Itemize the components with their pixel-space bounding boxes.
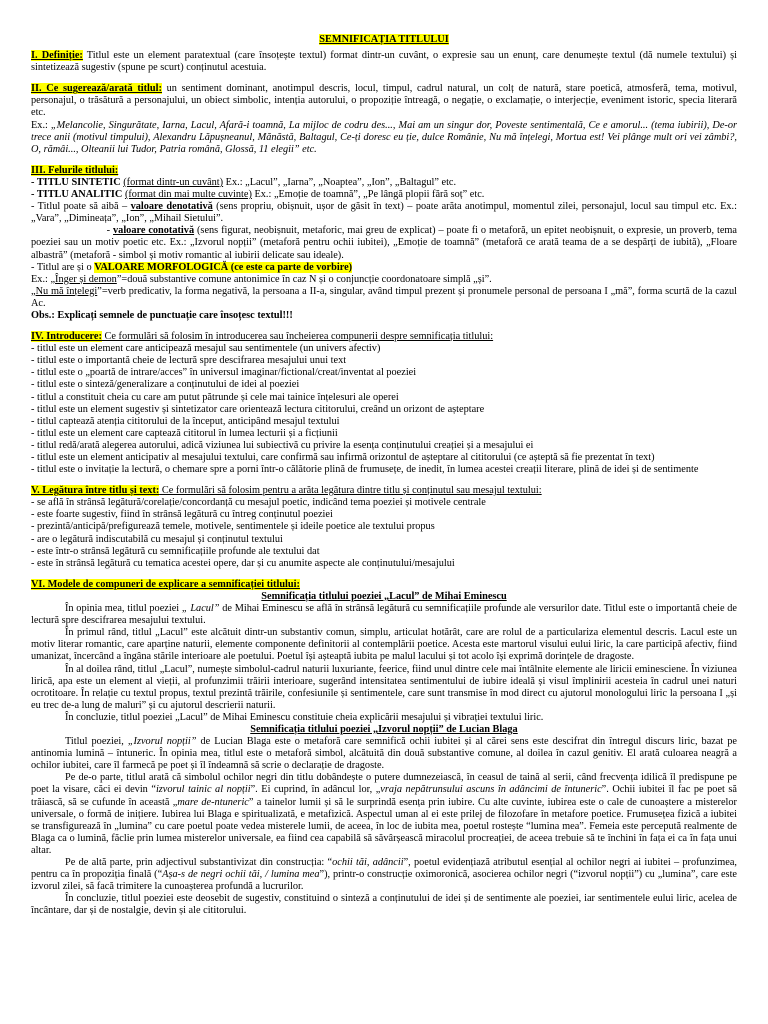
lacul-paragraph-4: În concluzie, titlul poeziei „Lacul” de Mihai Eminescu constituie cheia explicării mesajului și vibrației textului liric. [65, 711, 544, 723]
morphological-line [31, 262, 737, 274]
types-heading-text: III. Felurile titlului: [31, 164, 119, 176]
list-item: - titlul este o invitație la lectură, o chemare spre a porni într-o călătorie plină de frumusețe, de inedit, în lumea acestei creații literare, plină de idei și de sentimente [31, 464, 699, 476]
models-heading [31, 579, 737, 591]
types-heading [31, 165, 737, 177]
analytic-title-line [31, 189, 737, 201]
izvorul-p2-quote-1: izvorul tainic al nopții [155, 784, 251, 796]
list-item: - prezintă/anticipă/prefigurează temele, motivele, sentimentele și ideile poetice ale textului propus [31, 521, 435, 533]
denotative-label: valoare denotativă [130, 201, 213, 213]
lacul-paragraph-2: În primul rând, titlul „Lacul” este alcătuit dintr-un substantiv comun, simplu, articulat hotărât, care are rolul de a particulariza elementul descris. Lacul este un motiv literar romantic, care aparține naturii, elemente componente definitorii al contemplării poetice. Acesta este martorul visului eului liric, la care participă afectiv, fiind umanizat, încercând a îngâna stările interioare ale poetului. Poetul își așteaptă iubita pe malul lacului și tot acolo își exprimă dorințele de dragoste. [31, 627, 737, 663]
definition-text: Titlul este un element paratextual (care însoțește textul) format dintr-un cuvânt, o expresie sau un enunț, care denumește textul (dă numele textului) și sintetizează sugestiv (spune pe scurt) conținutul acestuia. [31, 50, 738, 74]
list-item: - are o legătură indiscutabilă cu mesajul și conținutul textului [31, 533, 283, 545]
definition-label: I. Definiție: [31, 50, 83, 62]
suggests-examples [31, 120, 737, 156]
morph-ex1-term: Înger și demon [55, 273, 117, 285]
lacul-p1-pre: În opinia mea, titlul poeziei [65, 603, 182, 615]
izvorul-p2-pre: Pe de-o parte, titlul arată că simbolul ochilor negri din titlu dobândește o putere dumnezeiască, în ceasul de taină al serii, când frecvența idilică îl predispune pe poet la visare, căci ei devin “ [31, 772, 737, 796]
synthetic-label: - TITLU SINTETIC [31, 176, 121, 188]
connotative-pre: - [31, 225, 114, 237]
lacul-p1-text: de Mihai Eminescu se află în strânsă legătură cu semnificațiile profunde ale versurilor date. Titlul este o importantă cheie de lectură spre descifrarea mesajului textului. [31, 603, 737, 627]
models-label: VI. Modele de compuneri de explicare a semnificației titlului: [31, 578, 300, 590]
lacul-paragraph-1 [31, 603, 737, 627]
list-item: - titlul redă/arată alegerea autorului, adică viziunea lui subiectivă cu privire la esența conținutului creației și a mesajului ei [31, 439, 534, 451]
lacul-paragraph-3: În al doilea rând, titlul „Lacul”, numește simbolul-cadrul naturii luxuriante, feerice, fiind unul dintre cele mai întâlnite elemente ale liricii eminesciene. În viziunea lirică, apa este un element al vieții, al profunzimii trăirii interioare, sugerând intensitatea sentimentului de iubire ideală și visul împlinirii acesteia în cadrul unei naturi ocrotitoare. În relație cu textul propus, textul prezintă trăirile, confesiunile și sentimentele, care sunt transmise în mod direct cu ajutorul monologului liric la persoana I „și eu trec de-a lung de maluri” și cu ajutorul descrierii naturii. [31, 663, 737, 711]
link-heading [31, 485, 737, 497]
introduction-heading [31, 331, 737, 343]
list-item: - este într-o strânsă legătură cu semnificațiile profunde ale textului dat [31, 545, 320, 557]
lacul-heading: Semnificația titlului poeziei „Lacul” de Mihai Eminescu [261, 590, 507, 602]
list-item: - se află în strânsă legătură/corelație/concordanță cu mesajul poetic, indicând tema poeziei și motivele centrale [31, 497, 486, 509]
denotative-text: (sens propriu, obișnuit, ușor de găsit în text) – poate arăta anotimpul, momentul zilei, personajul, locul sau timpul etc. Ex.: „Vara”, „Dimineața”, „Ion”, „Mihail Sietului”. [31, 201, 737, 225]
morph-ex1-text: ”=două substantive comune antonimice în caz N și o conjuncție coordonatoare simplă „și”. [116, 273, 492, 285]
lacul-p1-title: „ Lacul” [181, 603, 220, 615]
link-label: V. Legătura între titlu și text: [31, 485, 160, 497]
list-item: - titlul este un element sugestiv și sintetizator care orientează lectura cititorului, creând un orizont de așteptare [31, 403, 485, 415]
list-item: - titlul captează atenția cititorului de la început, anticipând mesajul textului [31, 415, 340, 427]
list-item: - este foarte sugestiv, fiind în strânsă legătură cu întreg conținutul poeziei [31, 509, 333, 521]
list-item: - titlul este un element care captează cititorul în lumea lecturii și a ficțiunii [31, 427, 338, 439]
analytic-label: - TITLU ANALITIC [31, 189, 123, 201]
morph-ex1-pre: Ex.: „ [31, 273, 56, 285]
introduction-lead: Ce formulări să folosim în introducerea sau încheierea compunerii despre semnificația titlului: [101, 331, 494, 343]
izvorul-p2-text: ” a tainelor lumii și să le surprindă esența prin iubire. Cu alte cuvinte, iubirea este o cale de cunoaștere a misterelor universale, o formă de inițiere. Iubirea lui Blaga e spiritualizată, e metafizică. Aspectul uman al ei este prilej de filozofare în metafore poetice. Frumusețea fizică a iubitei se transfigurează în „lumina” cu care poetul poate vedea misterele lumii, de aceea, în loc de iubita mea, poetul rostește “lumina mea”. Femeia este percepută realmente de Blaga ca o lumină, făclie prin lumea misterelor universale, ea fiind cea capabilă să săvârșească miracolul procreației, de aceea trebuie să te închini în fața ei ca în fața unui altar. [31, 796, 737, 856]
link-lead: Ce formulări să folosim pentru a arăta legătura dintre titlu și conținutul sau mesajul textului: [159, 485, 542, 497]
introduction-list [31, 343, 737, 476]
suggests-text: un sentiment dominant, anotimpul descris, locul, timpul, cadrul natural, un colț de natură, stare poetică, atmosferă, tema, motivul, personajul, o trăsătură a personajului, un obiect simbolic, intenția autorului, o propoziție întreagă, o negație, o exclamație, o interjecție, eveniment istoric, specia literară etc. [31, 83, 737, 119]
suggests-ex-text: „Melancolie, Singurătate, Iarna, Lacul, Afară-i toamnă, La mijloc de codru des..., Mai am un singur dor, Poveste sentimentală, Ce e amorul... (tema iubirii), De-or trece anii (motivul timpului), Alexandru Lăpușneanul, Mănăstă, Baltagul, Ce-ți doresc eu ție, dulce Românie, Nu mă înțelegi, Mortua est! Vei plânge mult ori vei zâmbi?, O, rămâi..., Olteanii lui Tudor, Patria română, Glossă, 11 elegii” etc. [31, 119, 737, 155]
list-item: - titlul este un element care anticipează mesajul sau sentimentele (un univers afectiv) [31, 343, 381, 355]
suggests-ex-label: Ex.: [31, 119, 51, 131]
list-item: - titlul este o sinteză/generalizare a conținutului de idei al poeziei [31, 379, 300, 391]
izvorul-p3-pre: Pe de altă parte, prin adjectivul substantivizat din construcția: “ [65, 857, 333, 868]
morph-ex2-pre: „ [31, 285, 36, 297]
izvorul-p1-pre: Titlul poeziei, [65, 736, 128, 748]
list-item: - este în strânsă legătură cu tematica acestei opere, dar și cu anumite aspecte ale conținutului/mesajului [31, 557, 455, 569]
page-title [31, 34, 737, 46]
izvorul-p1-text: de Lucian Blaga este o metaforă care semnifică ochii iubitei și al cărei sens este descifrat din întregul discurs liric, bazat pe antinomia lumină – întuneric. În opinia mea, titlul este o metaforă simbol, alcătuită din două substantive comune, al doilea în cazul genitiv. El arată culoarea neagră a ochilor iubitei, care îl farmecă pe poet și îl îndeamnă să scrie o declarație de dragoste. [31, 736, 737, 772]
analytic-note: (format din mai multe cuvinte) [124, 189, 252, 201]
izvorul-paragraph-1 [31, 736, 737, 772]
definition-paragraph [31, 50, 737, 74]
synthetic-title-line [31, 177, 737, 189]
morph-ex2-term: Nu mă înțelegi [35, 285, 98, 297]
list-item: - titlul a constituit cheia cu care am putut pătrunde și cele mai tainice înțelesuri ale operei [31, 391, 399, 403]
introduction-label: IV. Introducere: [31, 331, 102, 343]
izvorul-p2-quote-3: mare de-ntuneric [177, 796, 249, 808]
list-item: - titlul este o „poartă de intrare/acces” în universul imaginar/fictional/creat/inventat al poeziei [31, 367, 417, 379]
synthetic-note: (format dintr-un cuvânt) [123, 176, 224, 188]
izvorul-p3-mid-1: ”, poetul evidențiază atributul esențial al ochilor negri ai iubitei – profunzimea, pentru ca în propoziția finală (“ [31, 857, 737, 881]
izvorul-p2-mid-1: ”. Ei cuprind, în adâncul lor, „ [250, 784, 381, 796]
izvorul-paragraph-4: În concluzie, titlul poeziei este deosebit de sugestiv, constituind o sinteză a conținutului de idei și de sentimente ale poeziei, iar sentimentele eului liric, acelea de încântare, dar și de nostalgie, devin și ale cititorului. [31, 893, 737, 917]
denotative-pre: - Titlul poate să aibă – [31, 201, 131, 213]
suggests-paragraph [31, 83, 737, 119]
izvorul-p2-quote-2: vraja nepătrunsului ascuns în adâncimi de întuneric [380, 784, 602, 796]
list-item: - titlul este o importantă cheie de lectură spre descifrarea mesajului unui text [31, 355, 347, 367]
izvorul-paragraph-3 [31, 857, 737, 893]
izvorul-paragraph-2 [31, 772, 737, 857]
connotative-label: valoare conotativă [113, 225, 195, 237]
synthetic-example: Ex.: „Lacul”, „Iarna”, „Noaptea”, „Ion”, „Baltagul” etc. [223, 176, 457, 188]
analytic-example: Ex.: „Emoție de toamnă”, „Pe lângă plopii fără soț” etc. [251, 189, 485, 201]
suggests-label: II. Ce sugerează/arată titlul: [31, 83, 162, 95]
denotative-line [31, 201, 737, 225]
list-item: - titlul este un element anticipativ al mesajului textului, care confirmă sau infirmă orizontul de așteptare al cititorului (ce așteptă să fie prezentat în text) [31, 452, 655, 463]
izvorul-p1-title: „Izvorul nopții” [127, 736, 197, 748]
link-list [31, 497, 737, 570]
connotative-text: (sens figurat, neobișnuit, metaforic, mai greu de explicat) – poate fi o metaforă, un epitet neobișnuit, o expresie, un proverb, tema poeziei sau un motiv poetic etc. Ex.: „Izvorul nopții” (metaforă pentru ochii iubitei), „Emoție de toamnă” (metaforă ce arată teama de a se despărți de iubită), „Floare albastră” (metaforă - simbol și motiv romantic al iubirii delicate sau ideale). [31, 225, 740, 261]
izvorul-p3-quote-2: Așa-s de negri ochii tăi, / lumina mea [162, 869, 320, 881]
page-title-text: SEMNIFICAȚIA TITLULUI [319, 34, 449, 45]
izvorul-heading: Semnificația titlului poeziei „Izvorul nopții” de Lucian Blaga [250, 723, 518, 735]
morph-ex2-text: ”=verb predicativ, la forma negativă, la persoana a II-a, singular, având timpul prezent și pronumele personal de persoana I „mă”, forma scurtă de la cazul Ac. [31, 285, 737, 309]
izvorul-p2-mid-2: ”. Ochii iubitei îl fac pe poet să trăiască, să se cufunde în această „ [31, 784, 737, 808]
observation-note: Obs.: Explicați semnele de punctuație care însoțesc textul!!! [31, 309, 293, 321]
morphological-pre: - Titlul are și o [31, 261, 95, 273]
document-page [31, 34, 740, 1018]
morphological-example-1 [31, 274, 737, 286]
morphological-example-2 [31, 286, 737, 310]
izvorul-p3-quote-1: ochii tăi, adâncii [332, 857, 404, 868]
morphological-label: VALOARE MORFOLOGICĂ (ce este ca parte de vorbire) [94, 261, 353, 273]
izvorul-p3-text: ”), printr-o construcție oximoronică, asocierea ochilor negri (“izvorul nopții”) cu „lumina”, care este izvorul zilei, să facă trimitere la cunoașterea profundă a lucrurilor. [31, 869, 737, 893]
connotative-line [31, 225, 740, 261]
